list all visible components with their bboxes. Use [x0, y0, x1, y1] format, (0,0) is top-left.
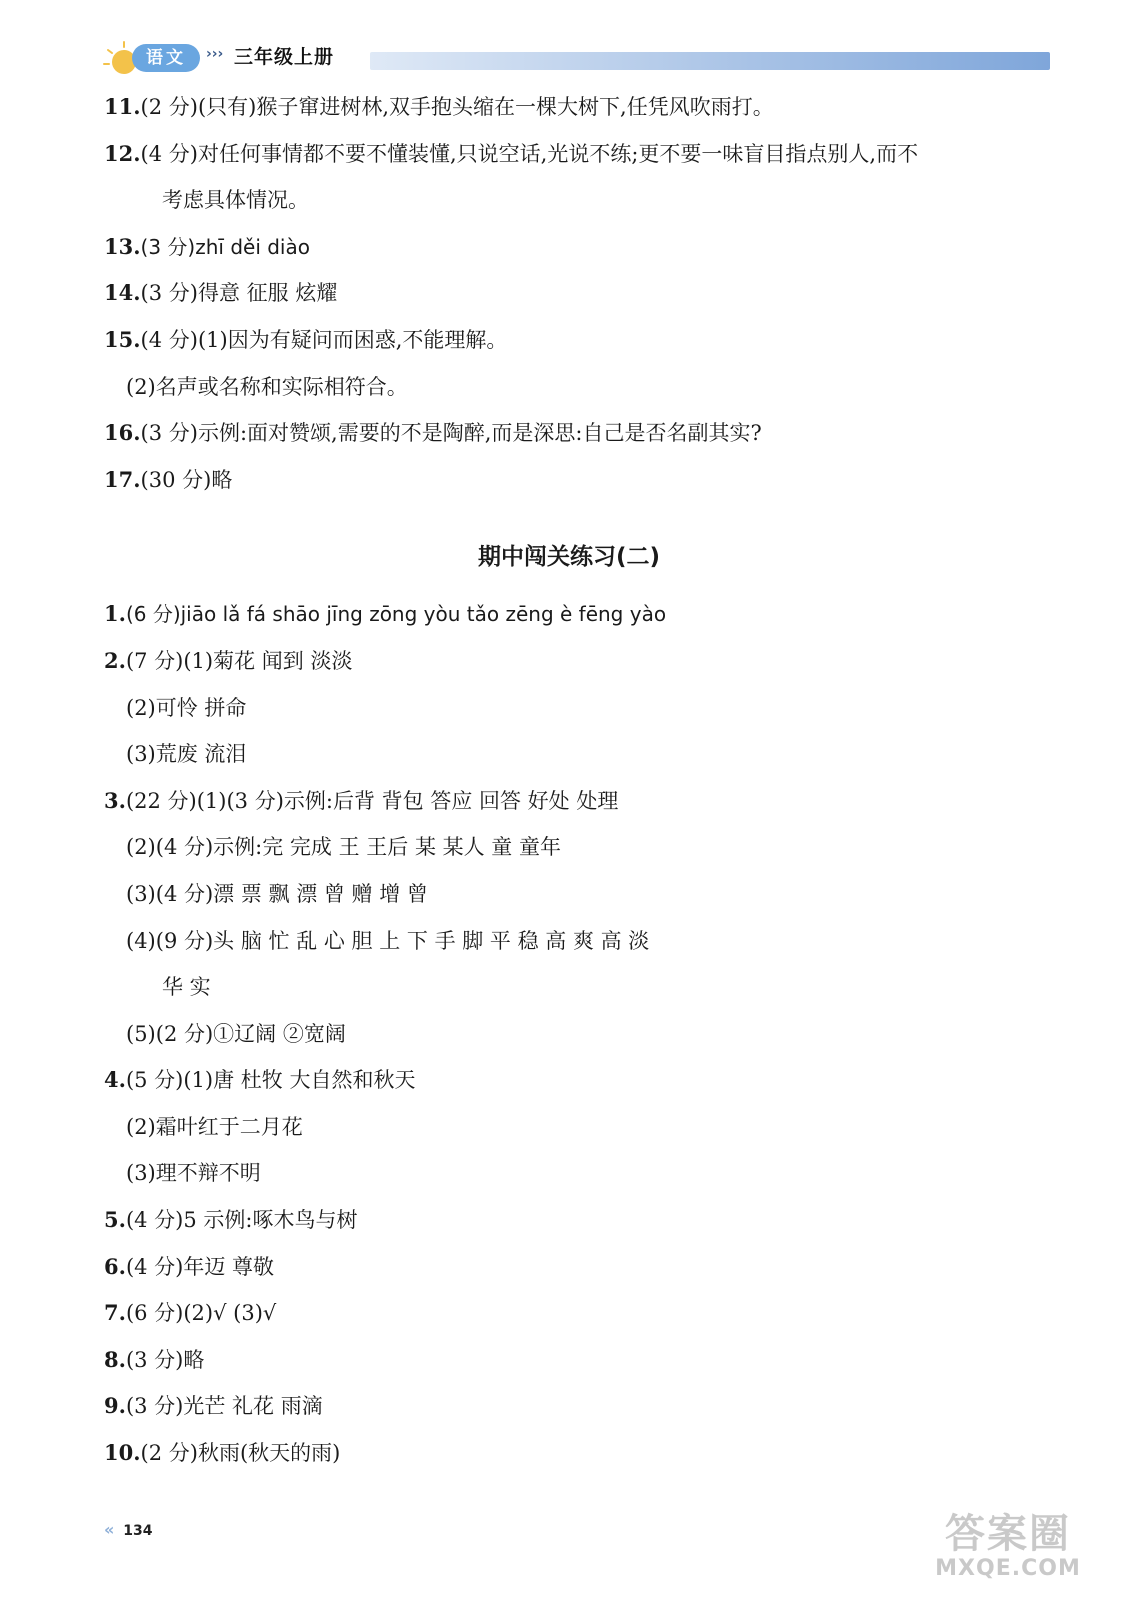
- answer-text: (2)霜叶红于二月花: [126, 1114, 303, 1139]
- answer-line: [104, 84, 1064, 131]
- question-number: 2.: [104, 647, 126, 673]
- question-number: 6.: [104, 1253, 126, 1279]
- answer-text: (2 分)(只有)猴子窜进树林,双手抱头缩在一棵大树下,任凭风吹雨打。: [140, 95, 774, 119]
- answer-text: (3)理不辩不明: [126, 1161, 261, 1186]
- answer-text: (30 分)略: [140, 467, 233, 492]
- question-number: 14.: [104, 280, 141, 306]
- answer-line: [104, 457, 1064, 504]
- answer-line: [104, 270, 1064, 317]
- answer-line: [104, 638, 1064, 685]
- answer-text: (2)(4 分)示例:完 完成 王 王后 某 某人 童 童年: [126, 835, 561, 860]
- top-answer-list: [104, 84, 1064, 503]
- answer-line: [104, 1197, 1064, 1244]
- question-number: 3.: [104, 787, 126, 813]
- question-number: 8.: [104, 1346, 126, 1372]
- answer-text: (3 分)示例:面对赞颂,需要的不是陶醉,而是深思:自己是否名副其实?: [140, 421, 762, 446]
- grade-label: 三年级上册: [234, 46, 335, 68]
- page-header: [100, 32, 1055, 82]
- question-number: 15.: [104, 326, 141, 352]
- double-chevron-icon: «: [104, 1520, 115, 1539]
- answer-text: (3)(4 分)漂 票 飘 漂 曾 赠 增 曾: [126, 881, 428, 906]
- answer-text: (6 分)(2)√ (3)√: [125, 1301, 277, 1326]
- question-number: 7.: [104, 1300, 126, 1326]
- question-number: 10.: [104, 1440, 141, 1466]
- answer-line: [104, 824, 1064, 871]
- answer-line: [104, 131, 1064, 178]
- answer-line: [104, 1337, 1064, 1384]
- answer-text: (5 分)(1)唐 杜牧 大自然和秋天: [125, 1068, 416, 1093]
- answer-text: (3 分)光芒 礼花 雨滴: [125, 1394, 323, 1419]
- question-number: 12.: [104, 140, 141, 166]
- answer-text: (4 分)(1)因为有疑问而困惑,不能理解。: [140, 327, 508, 352]
- answer-line: [104, 1011, 1064, 1058]
- answer-line: [104, 410, 1064, 457]
- answer-text: (3 分)略: [125, 1347, 205, 1372]
- answer-line: [104, 871, 1064, 918]
- question-number: 5.: [104, 1207, 126, 1233]
- page-number: 134: [123, 1523, 153, 1539]
- answer-text: (4 分)5 示例:啄木鸟与树: [125, 1208, 358, 1233]
- question-number: 9.: [104, 1393, 126, 1419]
- answer-text: (6 分)jiāo lǎ fá shāo jīng zōng yòu tǎo zēng è fēng yào: [125, 602, 667, 627]
- answer-text: (4)(9 分)头 脑 忙 乱 心 胆 上 下 手 脚 平 稳 高 爽 高 淡: [126, 928, 650, 953]
- answer-text: (4 分)对任何事情都不要不懂装懂,只说空话,光说不练;更不要一味盲目指点别人,而不: [140, 141, 919, 166]
- answer-text: (4 分)年迈 尊敬: [125, 1254, 275, 1279]
- answer-text: (2 分)秋雨(秋天的雨): [140, 1441, 341, 1466]
- watermark-logo: [908, 1512, 1108, 1586]
- answer-text: (5)(2 分)①辽阔 ②宽阔: [126, 1021, 346, 1046]
- answer-line: [104, 224, 1064, 271]
- answer-text: 华 实: [162, 975, 211, 1000]
- answer-line: [104, 685, 1064, 732]
- question-number: 13.: [104, 233, 141, 259]
- subject-badge: 语文: [132, 44, 200, 72]
- question-number: 17.: [104, 466, 141, 492]
- answer-line: [104, 731, 1064, 778]
- answer-line: [104, 778, 1064, 825]
- answer-text: (22 分)(1)(3 分)示例:后背 背包 答应 回答 好处 处理: [125, 788, 619, 813]
- question-number: 4.: [104, 1067, 126, 1093]
- question-number: 11.: [104, 94, 141, 119]
- chevron-icon: ›››: [206, 46, 224, 62]
- answer-line: [104, 364, 1064, 411]
- answer-line: [104, 1150, 1064, 1197]
- answer-line: [104, 1104, 1064, 1151]
- answer-line: [104, 918, 1064, 965]
- answer-text: (7 分)(1)菊花 闻到 淡淡: [125, 648, 353, 673]
- question-number: 1.: [104, 601, 126, 627]
- answer-text: (3 分)得意 征服 炫耀: [140, 281, 338, 306]
- answer-line: [104, 1057, 1064, 1104]
- answer-line: [104, 591, 1064, 638]
- header-band: [370, 52, 1050, 70]
- answer-content: [104, 84, 1064, 1477]
- answer-line: [104, 317, 1064, 364]
- answer-text: (2)名声或名称和实际相符合。: [126, 374, 408, 399]
- page-footer: [104, 1520, 152, 1539]
- answer-line: [104, 964, 1064, 1011]
- answer-line: [104, 1290, 1064, 1337]
- section-answer-list: [104, 591, 1064, 1476]
- answer-text: (2)可怜 拼命: [126, 695, 247, 720]
- answer-line: [104, 1244, 1064, 1291]
- question-number: 16.: [104, 420, 141, 446]
- answer-line: [104, 177, 1064, 224]
- watermark-bottom: MXQE.COM: [935, 1556, 1081, 1581]
- answer-text: (3 分)zhī děi diào: [140, 234, 310, 259]
- watermark-top: 答案圈: [945, 1511, 1071, 1557]
- answer-text: (3)荒废 流泪: [126, 742, 247, 767]
- answer-text: 考虑具体情况。: [162, 188, 309, 213]
- section-title: 期中闯关练习(二): [477, 544, 661, 571]
- answer-line: [104, 1383, 1064, 1430]
- answer-line: [104, 1430, 1064, 1477]
